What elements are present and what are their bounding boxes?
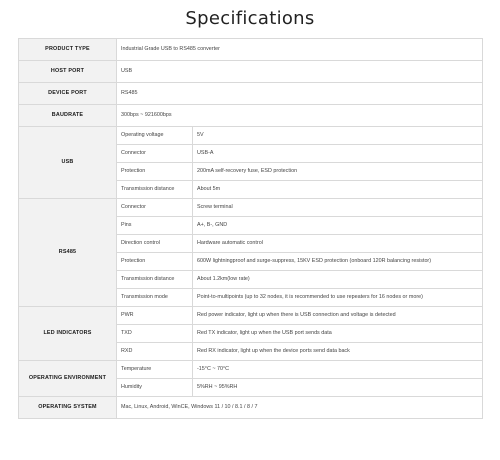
sub-label: Transmission distance	[117, 271, 193, 289]
sub-value: A+, B-, GND	[193, 217, 483, 235]
row-value: 300bps ~ 921600bps	[117, 105, 483, 127]
spec-table	[18, 38, 483, 419]
sub-label: Transmission distance	[117, 181, 193, 199]
sub-value: Hardware automatic control	[193, 235, 483, 253]
sub-value: 600W lightningproof and surge-suppress, 15KV ESD protection (onboard 120R balancing resistor)	[193, 253, 483, 271]
row-value: Mac, Linux, Android, WinCE, Windows 11 / 10 / 8.1 / 8 / 7	[117, 397, 483, 419]
sub-value: USB-A	[193, 145, 483, 163]
sub-value: Screw terminal	[193, 199, 483, 217]
sub-value: Red power indicator, light up when there is USB connection and voltage is detected	[193, 307, 483, 325]
table-row	[19, 105, 483, 127]
sub-value: 5V	[193, 127, 483, 145]
sub-label: PWR	[117, 307, 193, 325]
row-header: HOST PORT	[19, 61, 117, 83]
table-row	[19, 199, 483, 217]
sub-label: Temperature	[117, 361, 193, 379]
sub-label: Connector	[117, 145, 193, 163]
sub-value: About 1.2km(low rate)	[193, 271, 483, 289]
sub-value: 200mA self-recovery fuse, ESD protection	[193, 163, 483, 181]
table-row	[19, 361, 483, 379]
sub-label: Connector	[117, 199, 193, 217]
table-row	[19, 307, 483, 325]
row-header: DEVICE PORT	[19, 83, 117, 105]
row-value: Industrial Grade USB to RS485 converter	[117, 39, 483, 61]
row-value: RS485	[117, 83, 483, 105]
row-header: BAUDRATE	[19, 105, 117, 127]
table-row	[19, 61, 483, 83]
table-row	[19, 127, 483, 145]
group-header: USB	[19, 127, 117, 199]
table-row	[19, 83, 483, 105]
sub-label: Humidity	[117, 379, 193, 397]
sub-value: 5%RH ~ 95%RH	[193, 379, 483, 397]
group-header: OPERATING ENVIRONMENT	[19, 361, 117, 397]
sub-label: TXD	[117, 325, 193, 343]
row-header: OPERATING SYSTEM	[19, 397, 117, 419]
row-header: PRODUCT TYPE	[19, 39, 117, 61]
sub-label: Operating voltage	[117, 127, 193, 145]
table-row	[19, 397, 483, 419]
sub-label: Protection	[117, 253, 193, 271]
sub-value: Red RX indicator, light up when the device ports send data back	[193, 343, 483, 361]
sub-value: Point-to-multipoints (up to 32 nodes, it is recommended to use repeaters for 16 nodes or more)	[193, 289, 483, 307]
sub-label: Protection	[117, 163, 193, 181]
sub-value: Red TX indicator, light up when the USB port sends data	[193, 325, 483, 343]
sub-value: -15°C ~ 70°C	[193, 361, 483, 379]
sub-label: Pins	[117, 217, 193, 235]
group-header: LED INDICATORS	[19, 307, 117, 361]
sub-label: Transmission mode	[117, 289, 193, 307]
page-title: Specifications	[185, 8, 315, 29]
group-header: RS485	[19, 199, 117, 307]
row-value: USB	[117, 61, 483, 83]
table-row	[19, 39, 483, 61]
sub-label: Direction control	[117, 235, 193, 253]
sub-value: About 5m	[193, 181, 483, 199]
sub-label: RXD	[117, 343, 193, 361]
